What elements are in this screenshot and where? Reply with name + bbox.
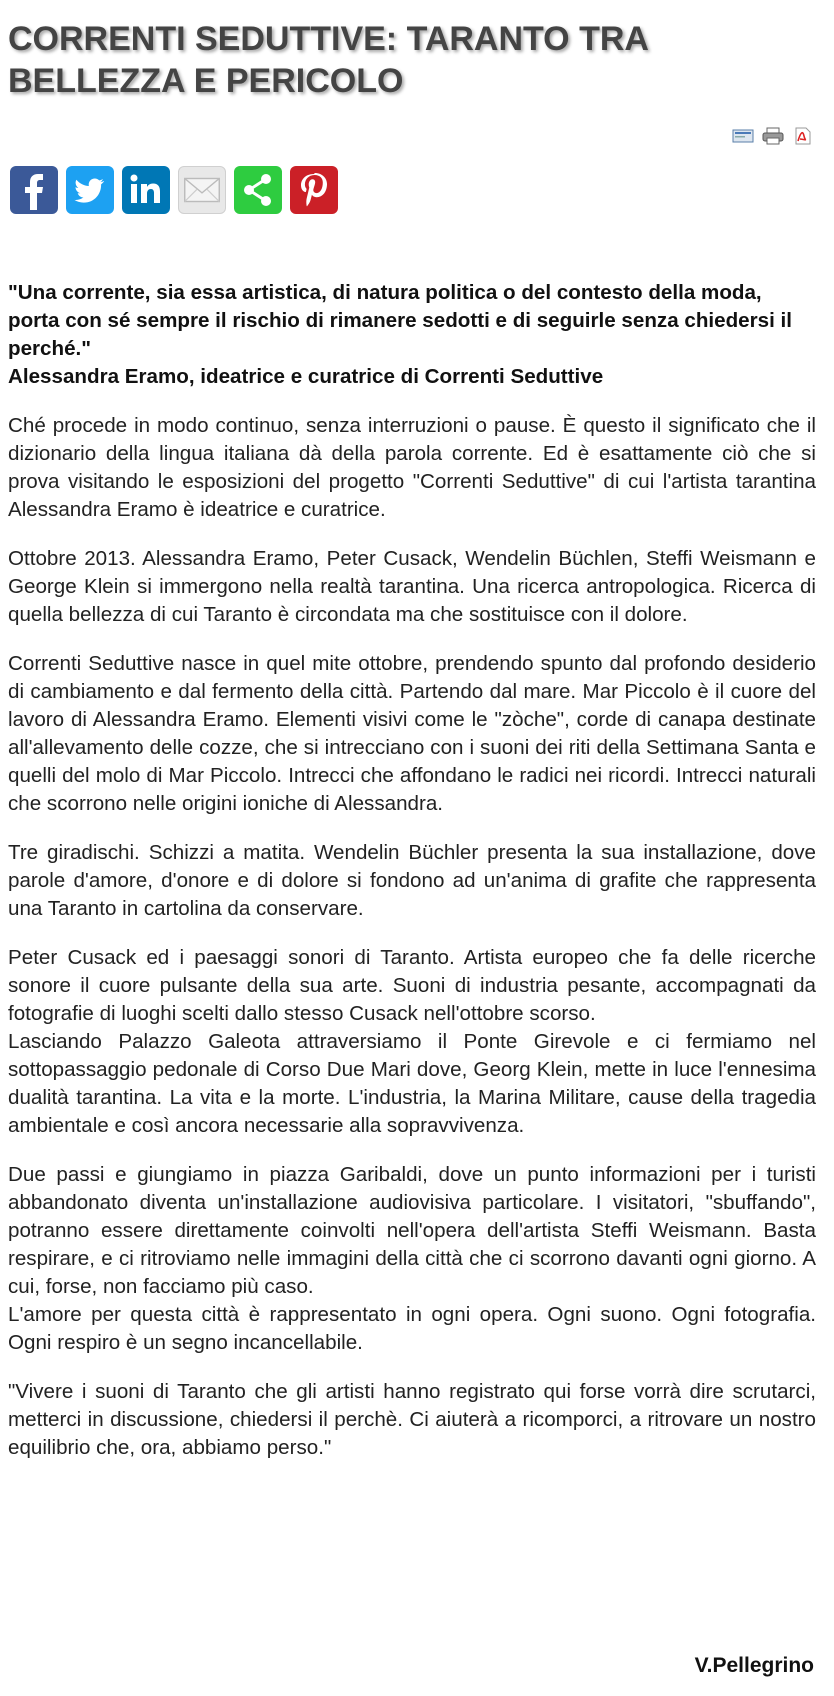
closing-quote: "Vivere i suoni di Taranto che gli artisti hanno registrato qui forse vorrà dire scrutarci, metterci in discussione, chiedersi il perchè. Ci aiuterà a ricomporci, a ritrovare un nostro equilibrio che, ora, abbiamo perso." — [8, 1380, 816, 1459]
article-body — [8, 279, 816, 1483]
facebook-share-button[interactable] — [10, 166, 58, 214]
title-line-1: CORRENTI SEDUTTIVE: TARANTO TRA — [8, 20, 649, 58]
share-icon — [234, 166, 282, 214]
paragraph-1: Ché procede in modo continuo, senza interruzioni o pause. È questo il significato che il dizionario della lingua italiana dà della parola corrente. Ed è esattamente ciò che si prova visitando le esposizioni del progetto "Correnti Seduttive" di cui l'artista tarantina Alessandra Eramo è ideatrice e curatrice. — [8, 414, 816, 521]
share-button[interactable] — [234, 166, 282, 214]
paragraph-5: Peter Cusack ed i paesaggi sonori di Taranto. Artista europeo che fa delle ricerche sonore il cuore pulsante della sua arte. Suoni di industria pesante, accompagnati da fotografie di luoghi scelti dallo stesso Cusack nell'ottobre scorso. — [8, 946, 816, 1025]
paragraph-4: Tre giradischi. Schizzi a matita. Wendelin Büchler presenta la sua installazione, dove parole d'amore, d'onore e di dolore si fondono ad un'anima di grafite che rappresenta una Taranto in cartolina da conservare. — [8, 841, 816, 920]
paragraph-6: Lasciando Palazzo Galeota attraversiamo il Ponte Girevole e ci fermiamo nel sottopassaggio pedonale di Corso Due Mari dove, Georg Klein, mette in luce l'ennesima dualità tarantina. La vita e la morte. L'industria, la Marina Militare, cause della tragedia ambientale e così ancora necessarie alla sopravvivenza. — [8, 1030, 816, 1137]
print-icon[interactable] — [762, 127, 784, 145]
linkedin-share-button[interactable] — [122, 166, 170, 214]
facebook-icon — [10, 166, 58, 214]
paragraph-7: Due passi e giungiamo in piazza Garibaldi, dove un punto informazioni per i turisti abbandonato diventa un'installazione audiovisiva particolare. I visitatori, "sbuffando", potranno essere direttamente coinvolti nell'opera dell'artista Steffi Weismann. Basta respirare, e ci ritroviamo nelle immagini della città che ci scorrono davanti ogni giorno. A cui, forse, non facciamo più caso. — [8, 1163, 816, 1298]
social-share-bar — [10, 166, 338, 214]
article-title — [8, 18, 808, 102]
paragraph-2: Ottobre 2013. Alessandra Eramo, Peter Cusack, Wendelin Büchlen, Steffi Weismann e George Klein si immergono nella realtà tarantina. Una ricerca antropologica. Ricerca di quella bellezza di cui Taranto è circondata ma che sostituisce con il dolore. — [8, 547, 816, 626]
twitter-share-button[interactable] — [66, 166, 114, 214]
email-share-button[interactable] — [178, 166, 226, 214]
article-tools — [732, 127, 814, 145]
author-signature: V.Pellegrino — [694, 1654, 814, 1677]
envelope-icon — [179, 167, 225, 213]
paragraph-3: Correnti Seduttive nasce in quel mite ottobre, prendendo spunto dal profondo desiderio di cambiamento e dal fermento della città. Partendo dal mare. Mar Piccolo è il cuore del lavoro di Alessandra Eramo. Elementi visivi come le "zòche", corde di canapa destinate all'allevamento delle cozze, che si intrecciano con i suoni dei riti della Settimana Santa e quelli del molo di Mar Piccolo. Intrecci che affondano le radici nei ricordi. Intrecci naturali che scorrono nelle origini ioniche di Alessandra. — [8, 652, 816, 815]
opening-quote: "Una corrente, sia essa artistica, di natura politica o del contesto della moda, porta con sé sempre il rischio di rimanere sedotti e di seguirle senza chiedersi il perché." — [8, 281, 792, 360]
quote-attribution: Alessandra Eramo, ideatrice e curatrice di Correnti Seduttive — [8, 365, 604, 388]
title-line-2: BELLEZZA E PERICOLO — [8, 62, 404, 100]
linkedin-icon — [122, 166, 170, 214]
pinterest-icon — [290, 166, 338, 214]
twitter-icon — [66, 166, 114, 214]
paragraph-8: L'amore per questa città è rappresentato in ogni opera. Ogni suono. Ogni fotografia. Ogni respiro è un segno incancellabile. — [8, 1303, 816, 1354]
pinterest-share-button[interactable] — [290, 166, 338, 214]
pdf-icon[interactable] — [792, 127, 814, 145]
email-icon[interactable] — [732, 127, 754, 145]
